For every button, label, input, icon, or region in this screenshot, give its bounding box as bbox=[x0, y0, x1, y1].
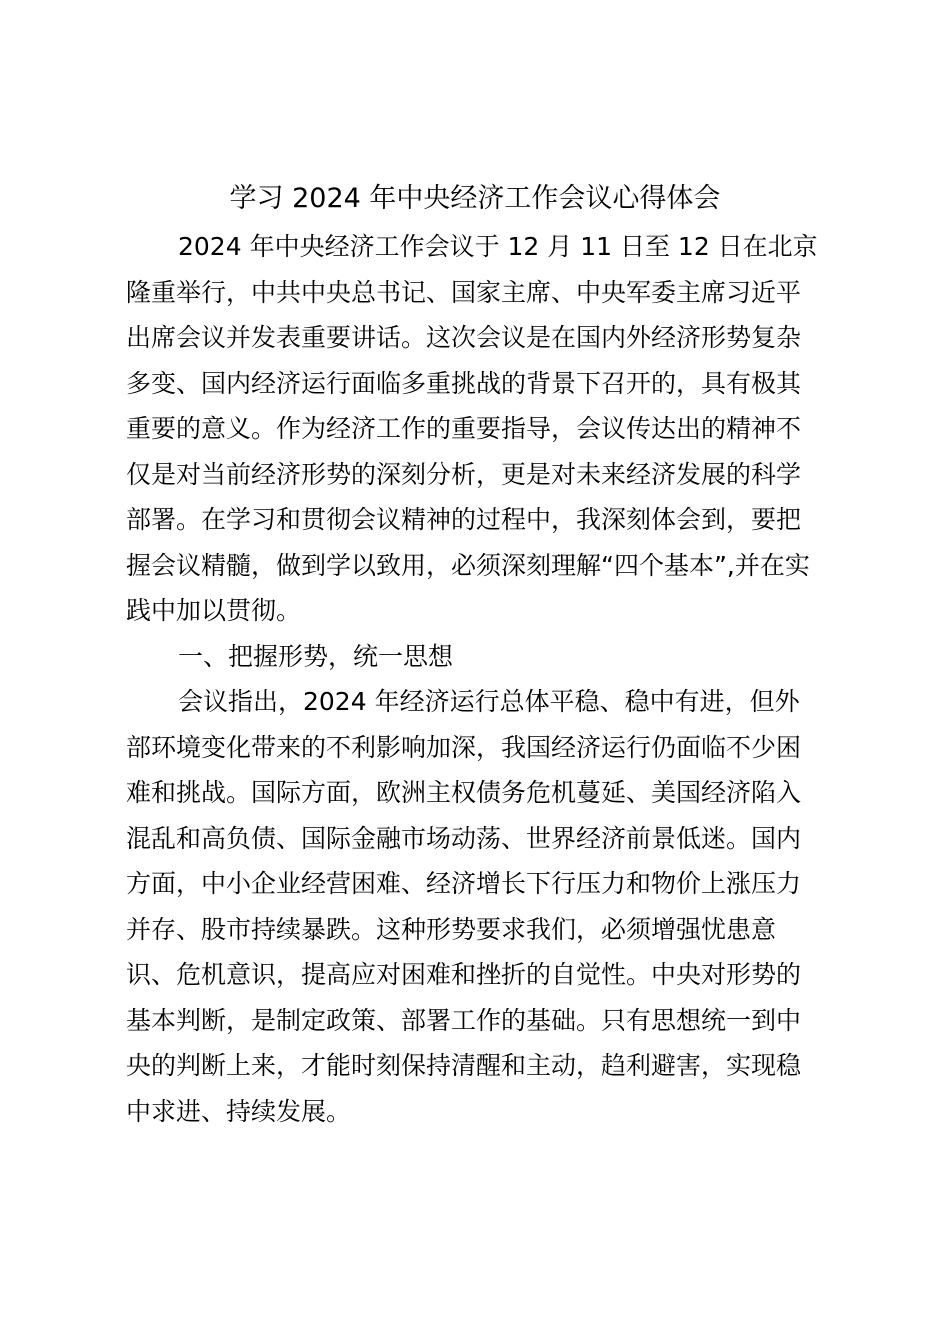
document-body bbox=[126, 224, 826, 1134]
text-line: 部署。在学习和贯彻会议精神的过程中，我深刻体会到，要把 bbox=[126, 505, 802, 534]
text-line: 握会议精髓，做到学以致用，必须深刻理解“四个基本”,并在实 bbox=[126, 550, 810, 580]
text-line: 会议指出，2024 年经济运行总体平稳、稳中有进，但外 bbox=[178, 687, 800, 716]
text-line: 部环境变化带来的不利影响加深，我国经济运行仍面临不少困 bbox=[126, 732, 802, 762]
text-line: 重要的意义。作为经济工作的重要指导，会议传达出的精神不 bbox=[126, 414, 802, 443]
text-line: 2024 年中央经济工作会议于 12 月 11 日至 12 日在北京 bbox=[178, 232, 818, 261]
section-heading-1: 一、把握形势，统一思想 bbox=[178, 641, 454, 671]
text-line: 中求进、持续发展。 bbox=[126, 1096, 352, 1126]
document-title: 学习 2024 年中央经济工作会议心得体会 bbox=[229, 183, 721, 214]
text-line: 基本判断，是制定政策、部署工作的基础。只有思想统一到中 bbox=[126, 1005, 802, 1035]
text-line: 央的判断上来，才能时刻保持清醒和主动，趋利避害，实现稳 bbox=[126, 1051, 802, 1080]
text-line: 难和挑战。国际方面，欧洲主权债务危机蔓延、美国经济陷入 bbox=[126, 778, 802, 807]
paragraph-2 bbox=[126, 679, 826, 1134]
text-line: 多变、国内经济运行面临多重挑战的背景下召开的，具有极其 bbox=[126, 368, 802, 398]
paragraph-1 bbox=[126, 224, 826, 634]
text-line: 混乱和高负债、国际金融市场动荡、世界经济前景低迷。国内 bbox=[126, 823, 802, 853]
text-line: 并存、股市持续暴跌。这种形势要求我们，必须增强忧患意 bbox=[126, 914, 777, 944]
text-line: 出席会议并发表重要讲话。这次会议是在国内外经济形势复杂 bbox=[126, 323, 802, 352]
text-line: 践中加以贯彻。 bbox=[126, 596, 302, 625]
text-line: 仅是对当前经济形势的深刻分析，更是对未来经济发展的科学 bbox=[126, 459, 802, 489]
text-line: 隆重举行，中共中央总书记、国家主席、中央军委主席习近平 bbox=[126, 277, 802, 307]
text-line: 方面，中小企业经营困难、经济增长下行压力和物价上涨压力 bbox=[126, 869, 802, 898]
text-line: 识、危机意识，提高应对困难和挫折的自觉性。中央对形势的 bbox=[126, 960, 802, 989]
